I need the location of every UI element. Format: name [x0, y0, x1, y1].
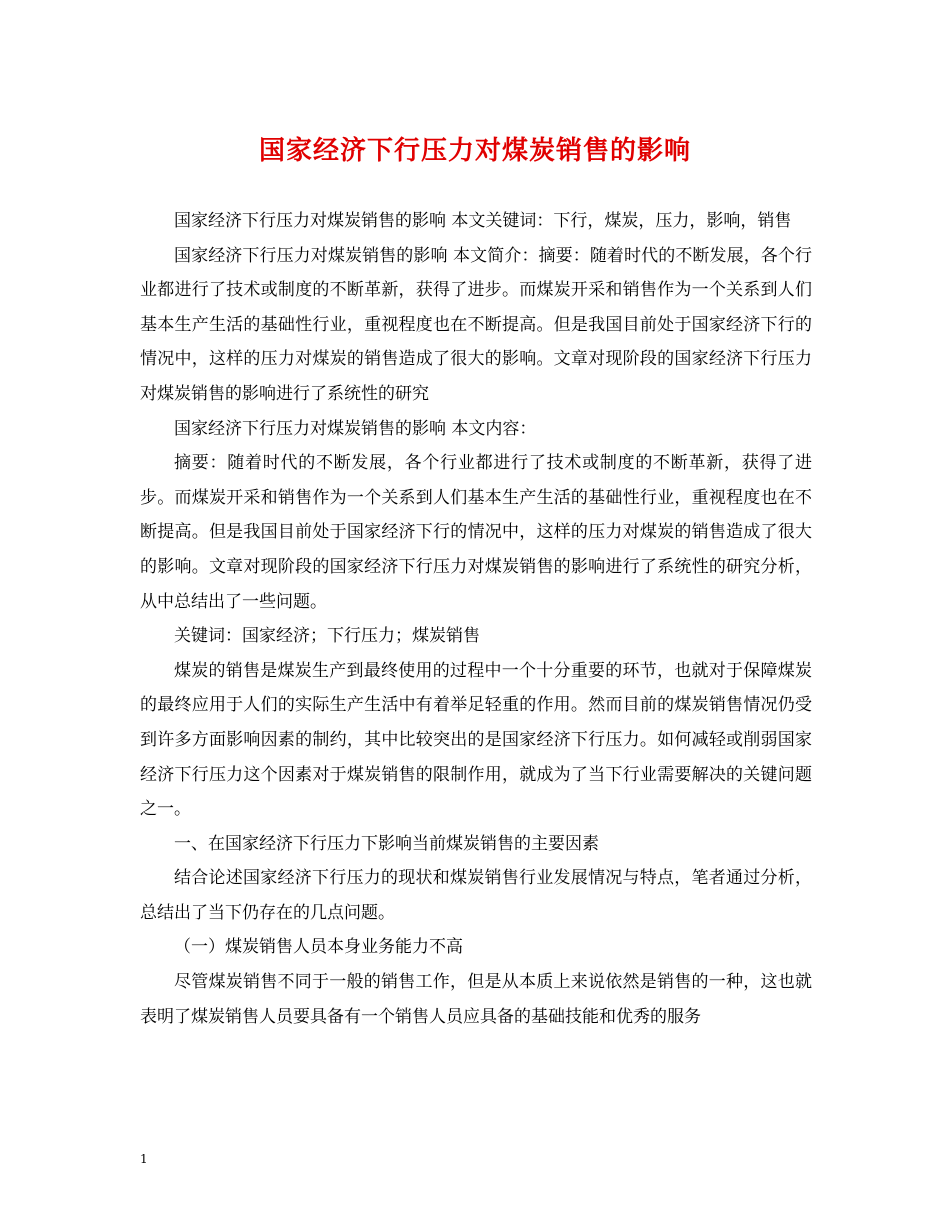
- paragraph-section-1: 结合论述国家经济下行压力的现状和煤炭销售行业发展情况与特点，笔者通过分析，总结出了当下仍存在的几点问题。: [140, 868, 812, 923]
- paragraph-keywords: 关键词：国家经济；下行压力；煤炭销售: [174, 626, 480, 647]
- paragraph-introduction: 煤炭的销售是煤炭生产到最终使用的过程中一个十分重要的环节，也就对于保障煤炭的最终应用于人们的实际生产生活中有着举足轻重的作用。然而目前的煤炭销售情况仍受到许多方面影响因素的制约，其中比较突出的是国家经济下行压力。如何减轻或削弱国家经济下行压力这个因素对于煤炭销售的限制作用，就成为了当下行业需要解决的关键问题之一。: [140, 660, 812, 820]
- page-title: 国家经济下行压力对煤炭销售的影响: [258, 136, 691, 166]
- subsection-heading-1: （一）煤炭销售人员本身业务能力不高: [174, 937, 463, 958]
- page-number: 1: [140, 1152, 148, 1166]
- body-text: [140, 204, 812, 1034]
- paragraph-subsection-1: 尽管煤炭销售不同于一般的销售工作，但是从本质上来说依然是销售的一种，这也就表明了煤炭销售人员要具备有一个销售人员应具备的基础技能和优秀的服务: [140, 972, 812, 1027]
- paragraph-keywords-intro: 国家经济下行压力对煤炭销售的影响 本文关键词：下行，煤炭，压力，影响，销售: [174, 211, 792, 231]
- section-heading-1: 一、在国家经济下行压力下影响当前煤炭销售的主要因素: [174, 833, 599, 854]
- paragraph-abstract: 摘要：随着时代的不断发展，各个行业都进行了技术或制度的不断革新，获得了进步。而煤炭开采和销售作为一个关系到人们基本生产生活的基础性行业，重视程度也在不断提高。但是我国目前处于国家经济下行的情况中，这样的压力对煤炭的销售造成了很大的影响。文章对现阶段的国家经济下行压力对煤炭销售的影响进行了系统性的研究分析，从中总结出了一些问题。: [140, 453, 812, 612]
- paragraph-summary-intro: 国家经济下行压力对煤炭销售的影响 本文简介：摘要：随着时代的不断发展，各个行业都进行了技术或制度的不断革新，获得了进步。而煤炭开采和销售作为一个关系到人们基本生产生活的基础性行业，重视程度也在不断提高。但是我国目前处于国家经济下行的情况中，这样的压力对煤炭的销售造成了很大的影响。文章对现阶段的国家经济下行压力对煤炭销售的影响进行了系统性的研究: [140, 245, 812, 404]
- paragraph-content-intro: 国家经济下行压力对煤炭销售的影响 本文内容：: [174, 418, 537, 439]
